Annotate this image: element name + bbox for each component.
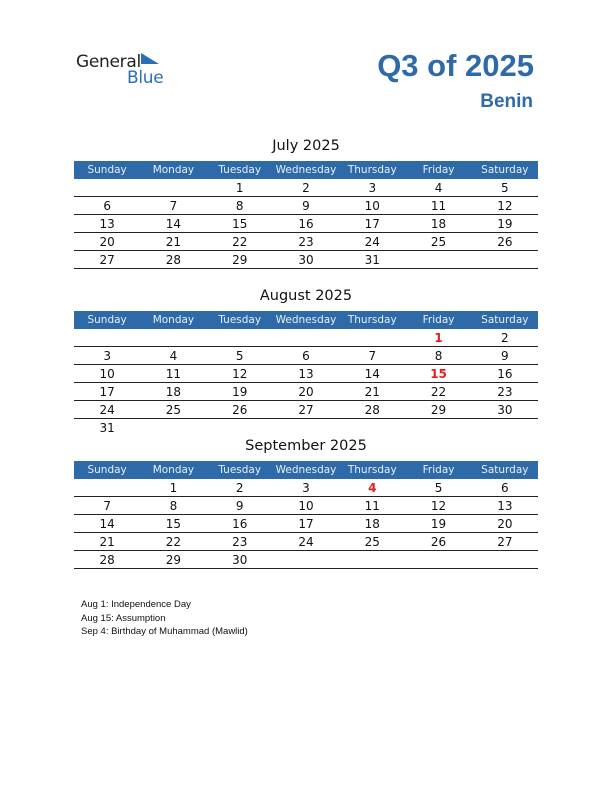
- day-cell: 11: [364, 499, 380, 513]
- day-cell: 14: [364, 367, 380, 381]
- day-cell: 30: [232, 553, 248, 567]
- week-row: [74, 497, 538, 515]
- day-cell: 30: [298, 253, 314, 267]
- weekday-label: Friday: [422, 464, 455, 476]
- day-cell: 7: [169, 199, 178, 213]
- day-cell: 6: [501, 481, 509, 495]
- day-cell: [273, 419, 339, 437]
- day-cell: 18: [430, 217, 447, 231]
- week-row: [74, 233, 538, 251]
- generalblue-logo: [76, 52, 176, 92]
- day-cell: 28: [364, 403, 380, 417]
- day-cell: 18: [364, 517, 380, 531]
- day-cell: 8: [434, 349, 443, 363]
- week-row: [74, 215, 538, 233]
- week-row: [74, 533, 538, 551]
- day-cell: [207, 329, 273, 347]
- week-row: [74, 251, 538, 269]
- day-cell: 19: [232, 385, 248, 399]
- day-cell: 4: [368, 481, 377, 495]
- day-cell: [405, 551, 471, 569]
- holiday-note: Aug 1: Independence Day: [81, 599, 191, 610]
- day-cell: 10: [364, 199, 380, 213]
- day-cell: 5: [501, 181, 509, 195]
- day-cell: 21: [99, 535, 115, 549]
- weekday-header: [74, 461, 538, 479]
- weekday-label: Tuesday: [218, 464, 262, 476]
- day-cell: 13: [99, 217, 115, 231]
- day-cell: 15: [165, 517, 182, 531]
- week-row: [74, 329, 538, 347]
- day-cell: 8: [169, 499, 178, 513]
- weekday-label: Sunday: [87, 464, 127, 476]
- week-row: [74, 383, 538, 401]
- day-cell: 14: [165, 217, 182, 231]
- holiday-note: Aug 15: Assumption: [81, 612, 166, 624]
- day-cell: 2: [302, 181, 310, 195]
- logo-flag-icon: [139, 52, 163, 68]
- day-cell: [339, 551, 405, 569]
- day-cell: 25: [165, 403, 182, 417]
- day-cell: 25: [364, 535, 380, 549]
- day-cell: [140, 329, 206, 347]
- day-cell: [207, 419, 273, 437]
- day-cell: 24: [99, 403, 115, 417]
- month-title: July 2025: [272, 138, 340, 154]
- day-cell: 23: [232, 535, 248, 549]
- day-cell: 16: [497, 367, 513, 381]
- weekday-label: Wednesday: [275, 164, 337, 176]
- weekday-label: Friday: [422, 314, 455, 326]
- day-cell: 29: [165, 553, 182, 567]
- weekday-label: Thursday: [347, 164, 397, 176]
- logo-text-general: General: [76, 52, 141, 72]
- day-cell: 8: [235, 199, 244, 213]
- day-cell: 3: [103, 349, 111, 363]
- day-cell: 11: [430, 199, 447, 213]
- day-cell: 24: [364, 235, 380, 249]
- day-cell: 25: [430, 235, 447, 249]
- day-cell: 15: [430, 367, 447, 381]
- week-row: [74, 515, 538, 533]
- weekday-header: [74, 311, 538, 329]
- day-cell: 17: [364, 217, 380, 231]
- day-cell: 28: [99, 553, 115, 567]
- day-cell: 27: [99, 253, 115, 267]
- day-cell: 30: [497, 403, 513, 417]
- day-cell: 1: [235, 181, 244, 195]
- weekday-label: Sunday: [87, 314, 127, 326]
- weekday-label: Wednesday: [275, 464, 337, 476]
- day-cell: 5: [434, 481, 443, 495]
- day-cell: 20: [497, 517, 513, 531]
- month-title: September 2025: [245, 438, 367, 454]
- day-cell: 24: [298, 535, 314, 549]
- day-cell: 26: [497, 235, 513, 249]
- day-cell: 29: [430, 403, 447, 417]
- day-cell: 27: [497, 535, 513, 549]
- weekday-label: Tuesday: [218, 164, 262, 176]
- month-grid: [74, 161, 538, 269]
- day-cell: 29: [232, 253, 248, 267]
- weekday-label: Wednesday: [275, 314, 337, 326]
- day-cell: [74, 329, 140, 347]
- day-cell: 6: [302, 349, 310, 363]
- day-cell: 22: [165, 535, 182, 549]
- week-row: [74, 479, 538, 497]
- day-cell: 7: [103, 499, 111, 513]
- day-cell: [140, 179, 206, 197]
- day-cell: 10: [99, 367, 115, 381]
- weekday-label: Saturday: [481, 164, 529, 176]
- day-cell: 12: [497, 199, 513, 213]
- day-cell: [405, 251, 471, 269]
- month-grid: [74, 461, 538, 569]
- day-cell: 4: [169, 349, 178, 363]
- day-cell: 1: [434, 331, 443, 345]
- week-row: [74, 419, 538, 436]
- quarter-title: Q3 of 2025: [377, 48, 534, 83]
- day-cell: 17: [99, 385, 115, 399]
- day-cell: [74, 479, 140, 497]
- day-cell: 21: [364, 385, 380, 399]
- week-row: [74, 551, 538, 569]
- day-cell: 27: [298, 403, 314, 417]
- month-grid: [74, 311, 538, 436]
- logo-text-blue: Blue: [127, 68, 164, 88]
- holiday-note: Sep 4: Birthday of Muhammad (Mawlid): [81, 626, 248, 637]
- day-cell: 23: [497, 385, 513, 399]
- week-row: [74, 365, 538, 383]
- weekday-label: Monday: [152, 164, 195, 176]
- day-cell: 3: [302, 481, 310, 495]
- day-cell: [74, 179, 140, 197]
- day-cell: 6: [103, 199, 111, 213]
- day-cell: 2: [501, 331, 509, 345]
- day-cell: 22: [232, 235, 248, 249]
- day-cell: 13: [298, 367, 314, 381]
- day-cell: [472, 551, 538, 569]
- day-cell: [273, 551, 339, 569]
- weekday-label: Thursday: [347, 464, 397, 476]
- day-cell: 19: [430, 517, 447, 531]
- weekday-label: Tuesday: [218, 314, 262, 326]
- day-cell: 22: [430, 385, 447, 399]
- day-cell: 13: [497, 499, 513, 513]
- day-cell: 18: [165, 385, 182, 399]
- weekday-label: Saturday: [481, 314, 529, 326]
- day-cell: 15: [232, 217, 248, 231]
- day-cell: 17: [298, 517, 314, 531]
- week-row: [74, 197, 538, 215]
- day-cell: 5: [235, 349, 244, 363]
- month-title: August 2025: [259, 288, 353, 304]
- holiday-notes: [81, 598, 248, 639]
- week-row: [74, 347, 538, 365]
- day-cell: 12: [232, 367, 248, 381]
- day-cell: 4: [434, 181, 443, 195]
- day-cell: 9: [235, 499, 244, 513]
- day-cell: 2: [235, 481, 244, 495]
- day-cell: 1: [169, 481, 178, 495]
- day-cell: 31: [364, 253, 380, 267]
- week-row: [74, 401, 538, 419]
- weekday-label: Monday: [152, 314, 195, 326]
- weekday-label: Thursday: [347, 314, 397, 326]
- day-cell: [405, 419, 471, 437]
- weekday-label: Saturday: [481, 464, 529, 476]
- weekday-label: Friday: [422, 164, 455, 176]
- day-cell: 9: [302, 199, 310, 213]
- country-name: Benin: [480, 91, 533, 112]
- day-cell: 14: [99, 517, 115, 531]
- day-cell: 20: [99, 235, 115, 249]
- day-cell: [339, 419, 405, 437]
- day-cell: 19: [497, 217, 513, 231]
- day-cell: [273, 329, 339, 347]
- day-cell: 9: [501, 349, 509, 363]
- week-row: [74, 179, 538, 197]
- day-cell: [472, 419, 538, 437]
- day-cell: 31: [99, 421, 115, 435]
- day-cell: [339, 329, 405, 347]
- day-cell: 28: [165, 253, 182, 267]
- day-cell: 12: [430, 499, 447, 513]
- day-cell: [140, 419, 206, 437]
- day-cell: 20: [298, 385, 314, 399]
- weekday-label: Sunday: [87, 164, 127, 176]
- weekday-header: [74, 161, 538, 179]
- day-cell: 10: [298, 499, 314, 513]
- day-cell: 16: [232, 517, 248, 531]
- day-cell: [472, 251, 538, 269]
- day-cell: 21: [165, 235, 182, 249]
- weekday-label: Monday: [152, 464, 195, 476]
- day-cell: 11: [165, 367, 182, 381]
- day-cell: 16: [298, 217, 314, 231]
- day-cell: 23: [298, 235, 314, 249]
- day-cell: 3: [368, 181, 377, 195]
- day-cell: 26: [430, 535, 447, 549]
- day-cell: 26: [232, 403, 248, 417]
- day-cell: 7: [368, 349, 377, 363]
